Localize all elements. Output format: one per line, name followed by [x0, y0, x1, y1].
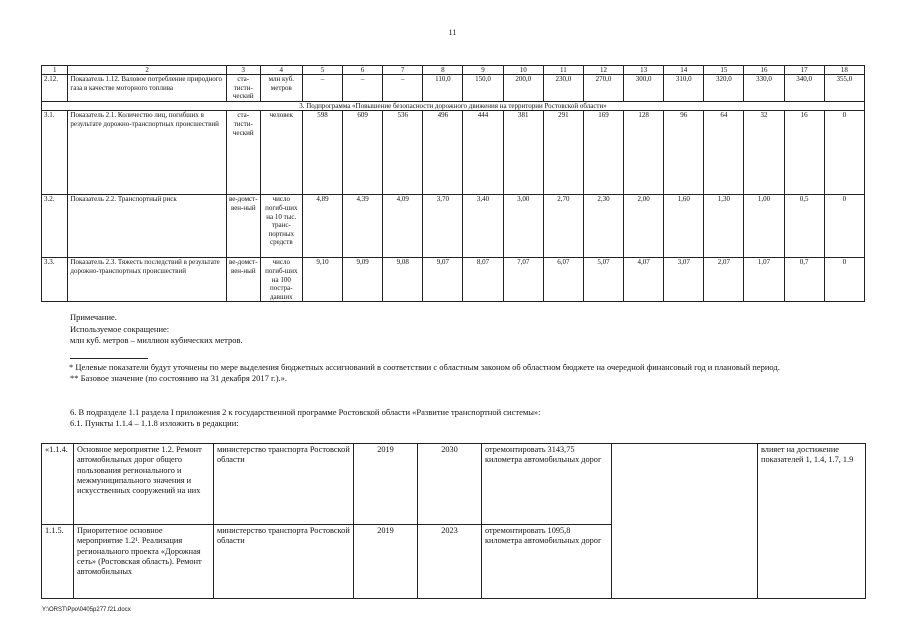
amendment-paragraph-2: 6.1. Пункты 1.1.4 – 1.1.8 изложить в редакции:: [70, 418, 239, 429]
indicator-value: 4,89: [302, 195, 342, 258]
subprogram-row: [42, 101, 865, 111]
indicator-value: 128: [624, 111, 664, 195]
indicator-value: 598: [302, 111, 342, 195]
indicator-name: Показатель 2.1. Количество лиц, погибших в результате дорожно-транспортных происшествий: [68, 111, 226, 195]
column-number: 10: [503, 66, 543, 75]
indicator-value: –: [383, 75, 423, 102]
indicator-value: 3,40: [463, 195, 503, 258]
column-number: 9: [463, 66, 503, 75]
indicator-value: 340,0: [784, 75, 824, 102]
indicator-unit: число погиб-ших на 10 тыс. транс-портных средств: [260, 195, 302, 258]
measure-result: отремонтировать 3143,75 километра автомобильных дорог: [482, 444, 612, 525]
footnote-1: * Целевые показатели будут уточнены по мере выделения бюджетных ассигнований в соответствии с областным законом об областном бюджете на очередной финансовый год и плановый период.: [69, 362, 780, 372]
indicator-value: 0: [824, 195, 864, 258]
indicator-value: 444: [463, 111, 503, 195]
measure-name: Приоритетное основное мероприятие 1.2¹. Реализация регионального проекта «Дорожная сеть» (Ростовская область). Ремонт автомобильных: [74, 525, 214, 599]
indicator-value: 270,0: [583, 75, 623, 102]
page-number: 11: [448, 28, 457, 37]
measure-consequence: [612, 444, 758, 599]
measure-result: отремонтировать 1095,8 километра автомобильных дорог: [482, 525, 612, 599]
indicator-value: 32: [744, 111, 784, 195]
indicator-value: 16: [784, 111, 824, 195]
measure-end-year: 2023: [418, 525, 482, 599]
footnotes: [42, 362, 864, 384]
indicator-value: 8,07: [463, 258, 503, 302]
indicator-value: 0,7: [784, 258, 824, 302]
indicator-value: 536: [383, 111, 423, 195]
indicator-value: 496: [423, 111, 463, 195]
indicator-value: 230,0: [543, 75, 583, 102]
notes-abbrev: млн куб. метров – миллион кубических метров.: [70, 335, 243, 346]
column-number: 7: [383, 66, 423, 75]
indicator-value: 1,07: [744, 258, 784, 302]
indicator-value: 4,39: [343, 195, 383, 258]
file-path-footer: Y:\ORST\Ppo\0405p277.f21.docx: [42, 607, 131, 613]
indicator-number: 3.2.: [42, 195, 68, 258]
indicator-value: 320,0: [704, 75, 744, 102]
indicator-value: 381: [503, 111, 543, 195]
indicator-unit: млн куб. метров: [260, 75, 302, 102]
indicator-row: [42, 195, 865, 258]
indicator-value: 5,07: [583, 258, 623, 302]
measure-name: Основное мероприятие 1.2. Ремонт автомобильных дорог общего пользования регионального и межмуниципального значения и искусственных сооружений на них: [74, 444, 214, 525]
indicator-value: 169: [583, 111, 623, 195]
subprogram-title: 3. Подпрограмма «Повышение безопасности дорожного движения на территории Ростовской области»: [42, 101, 865, 111]
indicator-value: 1,00: [744, 195, 784, 258]
column-number: 4: [260, 66, 302, 75]
measure-influence: влияет на достижение показателей 1, 1.4, 1.7, 1.9: [758, 444, 866, 599]
indicator-name: Показатель 2.3. Тяжесть последствий в результате дорожно-транспортных происшествий: [68, 258, 226, 302]
indicator-number: 2.12.: [42, 75, 68, 102]
measure-executor: министерство транспорта Ростовской области: [214, 525, 354, 599]
indicator-value: 2,30: [583, 195, 623, 258]
measure-executor: министерство транспорта Ростовской области: [214, 444, 354, 525]
column-number: 1: [42, 66, 68, 75]
indicator-value: 3,00: [503, 195, 543, 258]
indicator-value: 0: [824, 258, 864, 302]
column-number: 3: [226, 66, 260, 75]
column-number: 15: [704, 66, 744, 75]
indicator-row: [42, 75, 865, 102]
indicators-table: [41, 65, 865, 302]
amendment-text: [70, 407, 541, 430]
indicator-value: 0,5: [784, 195, 824, 258]
column-number: 6: [343, 66, 383, 75]
indicator-name: Показатель 2.2. Транспортный риск: [68, 195, 226, 258]
indicator-value: 96: [664, 111, 704, 195]
column-number: 13: [624, 66, 664, 75]
indicator-value: 4,07: [624, 258, 664, 302]
column-number: 18: [824, 66, 864, 75]
indicator-type: ста-тисти-ческий: [226, 75, 260, 102]
measures-table: [41, 443, 866, 599]
column-number: 8: [423, 66, 463, 75]
indicator-value: 9,09: [343, 258, 383, 302]
notes: [70, 312, 243, 347]
indicator-value: 9,08: [383, 258, 423, 302]
indicator-value: 291: [543, 111, 583, 195]
column-number: 11: [543, 66, 583, 75]
indicator-row: [42, 258, 865, 302]
indicator-value: 200,0: [503, 75, 543, 102]
indicator-type: ве-домст-вен-ный: [226, 258, 260, 302]
indicator-value: 310,0: [664, 75, 704, 102]
indicator-value: –: [343, 75, 383, 102]
column-number: 12: [583, 66, 623, 75]
measure-row: [42, 444, 866, 525]
amendment-paragraph-1: 6. В подразделе 1.1 раздела I приложения 2 к государственной программе Ростовской области «Развитие транспортной системы»:: [70, 407, 541, 417]
indicator-value: 355,0: [824, 75, 864, 102]
indicator-value: 4,09: [383, 195, 423, 258]
indicator-value: 3,70: [423, 195, 463, 258]
column-number: 17: [784, 66, 824, 75]
indicator-value: 2,07: [704, 258, 744, 302]
indicator-value: –: [302, 75, 342, 102]
indicator-value: 6,07: [543, 258, 583, 302]
indicator-value: 2,00: [624, 195, 664, 258]
indicator-value: 3,07: [664, 258, 704, 302]
indicator-number: 3.3.: [42, 258, 68, 302]
indicator-value: 1,60: [664, 195, 704, 258]
column-number: 2: [68, 66, 226, 75]
column-number: 14: [664, 66, 704, 75]
indicator-type: ве-домст-вен-ный: [226, 195, 260, 258]
notes-title: Примечание.: [70, 312, 117, 322]
indicator-value: 330,0: [744, 75, 784, 102]
indicator-row: [42, 111, 865, 195]
measure-start-year: 2019: [354, 525, 418, 599]
footnote-2: ** Базовое значение (по состоянию на 31 декабря 2017 г.).».: [70, 373, 288, 383]
measure-number: «1.1.4.: [42, 444, 74, 525]
indicator-value: 64: [704, 111, 744, 195]
measure-end-year: 2030: [418, 444, 482, 525]
indicator-name: Показатель 1.12. Валовое потребление природного газа в качестве моторного топлива: [68, 75, 226, 102]
indicator-value: 7,07: [503, 258, 543, 302]
indicator-value: 9,07: [423, 258, 463, 302]
measure-number: 1.1.5.: [42, 525, 74, 599]
indicator-unit: человек: [260, 111, 302, 195]
indicator-value: 2,70: [543, 195, 583, 258]
indicator-value: 1,30: [704, 195, 744, 258]
indicator-value: 0: [824, 111, 864, 195]
footnote-rule: [70, 358, 148, 359]
indicator-value: 300,0: [624, 75, 664, 102]
indicator-value: 9,10: [302, 258, 342, 302]
column-number: 16: [744, 66, 784, 75]
indicator-unit: число погиб-ших на 100 постра-давших: [260, 258, 302, 302]
indicator-type: ста-тисти-ческий: [226, 111, 260, 195]
notes-abbrev-title: Используемое сокращение:: [70, 323, 170, 334]
indicator-value: 609: [343, 111, 383, 195]
indicator-number: 3.1.: [42, 111, 68, 195]
indicator-value: 150,0: [463, 75, 503, 102]
measure-start-year: 2019: [354, 444, 418, 525]
indicator-value: 110,0: [423, 75, 463, 102]
table-header-row: [42, 66, 865, 75]
column-number: 5: [302, 66, 342, 75]
